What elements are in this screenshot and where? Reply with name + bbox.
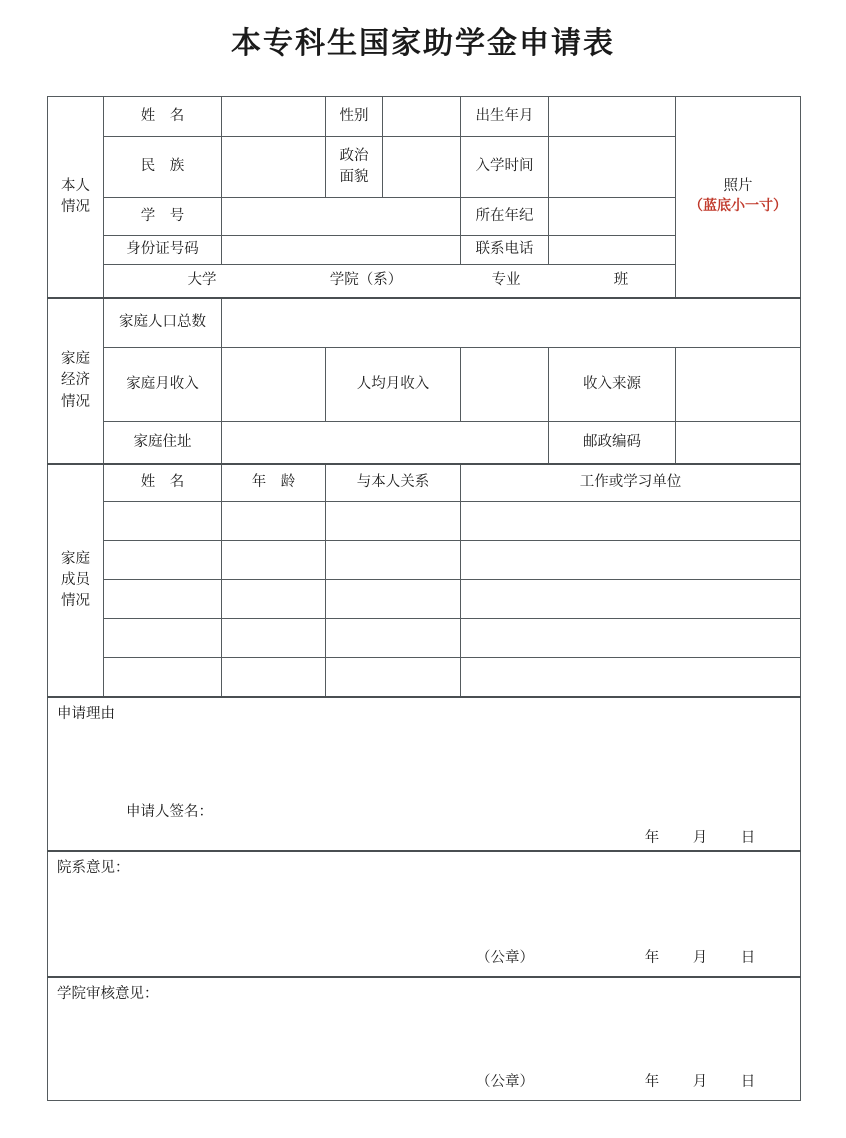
field-grade[interactable] [549,198,676,236]
college-seal-label: （公章） [476,1074,534,1090]
application-reason-label: 申请理由 [57,706,115,722]
application-reason-cell[interactable] [48,697,801,851]
date-day: 日 [740,830,756,846]
table-row [48,851,801,977]
cell-member-workplace[interactable] [461,541,801,580]
table-row [48,541,801,580]
table-row [48,658,801,698]
date-day: 日 [740,950,756,966]
section-label-personal [48,97,104,299]
label-ethnicity: 民 族 [104,137,222,198]
label-name: 姓 名 [104,97,222,137]
cell-member-age[interactable] [222,541,326,580]
photo-cell[interactable] [676,97,801,299]
field-per-capita-income[interactable] [461,348,549,422]
section-label-line: 本人 [61,177,90,194]
department-date-line [628,948,772,969]
label-id-card: 身份证号码 [104,236,222,265]
section-label-line: 家庭 [61,351,90,368]
cell-member-name[interactable] [104,619,222,658]
field-gender[interactable] [383,97,461,137]
field-household-size[interactable] [222,298,801,348]
cell-member-relation[interactable] [326,619,461,658]
department-opinion-cell[interactable] [48,851,801,977]
cell-member-relation[interactable] [326,658,461,698]
section-label-line: 情况 [61,393,90,410]
cell-member-workplace[interactable] [461,658,801,698]
education-major: 专业 [491,272,521,289]
cell-member-relation[interactable] [326,541,461,580]
field-name[interactable] [222,97,326,137]
photo-note: （蓝底小一寸） [689,199,787,215]
header-member-relation: 与本人关系 [326,464,461,502]
label-enroll-time: 入学时间 [461,137,549,198]
field-phone[interactable] [549,236,676,265]
label-line: 政治 [339,147,369,164]
date-year: 年 [644,1074,660,1090]
section-label-line: 成员 [61,571,90,588]
header-member-age: 年 龄 [222,464,326,502]
section-label-line: 情况 [61,593,90,609]
date-year: 年 [644,830,660,846]
cell-member-relation[interactable] [326,580,461,619]
date-year: 年 [644,950,660,966]
label-political-status [326,137,383,198]
field-birth[interactable] [549,97,676,137]
section-label-line: 情况 [61,199,90,215]
grant-application-table [47,96,801,1101]
education-line[interactable] [104,265,676,299]
cell-member-workplace[interactable] [461,580,801,619]
table-row [48,97,801,137]
date-month: 月 [692,950,708,966]
cell-member-name[interactable] [104,502,222,541]
table-row [48,977,801,1101]
applicant-signature-label: 申请人签名： [126,804,213,820]
department-opinion-label: 院系意见： [57,860,130,876]
field-enroll-time[interactable] [549,137,676,198]
education-college: 学院（系） [329,272,403,289]
department-seal-label: （公章） [476,950,534,966]
field-ethnicity[interactable] [222,137,326,198]
label-grade: 所在年纪 [461,198,549,236]
header-member-name: 姓 名 [104,464,222,502]
date-month: 月 [692,1074,708,1090]
table-row [48,464,801,502]
header-member-workplace: 工作或学习单位 [461,464,801,502]
table-row [48,422,801,465]
cell-member-workplace[interactable] [461,502,801,541]
section-label-economy [48,298,104,464]
section-label-family-members [48,464,104,697]
field-monthly-income[interactable] [222,348,326,422]
education-university: 大学 [187,272,217,289]
date-day: 日 [740,1074,756,1090]
cell-member-name[interactable] [104,658,222,698]
photo-label: 照片 [723,178,753,195]
label-postcode: 邮政编码 [549,422,676,465]
page-title: 本专科生国家助学金申请表 [231,27,615,60]
section-label-line: 经济 [61,372,90,389]
cell-member-name[interactable] [104,580,222,619]
label-income-source: 收入来源 [549,348,676,422]
application-date-line [628,828,772,849]
table-row [48,697,801,851]
cell-member-workplace[interactable] [461,619,801,658]
label-line: 面貌 [339,169,369,185]
table-row [48,348,801,422]
field-id-card[interactable] [222,236,461,265]
table-row [48,298,801,348]
education-class: 班 [613,272,629,289]
label-student-id: 学 号 [104,198,222,236]
label-gender: 性别 [326,97,383,137]
section-label-line: 家庭 [61,550,90,567]
college-review-label: 学院审核意见： [57,986,159,1002]
label-phone: 联系电话 [461,236,549,265]
field-student-id[interactable] [222,198,461,236]
label-birth: 出生年月 [461,97,549,137]
table-row [48,502,801,541]
cell-member-relation[interactable] [326,502,461,541]
label-monthly-income: 家庭月收入 [104,348,222,422]
field-political-status[interactable] [383,137,461,198]
college-date-line [628,1072,772,1093]
table-row [48,580,801,619]
cell-member-age[interactable] [222,658,326,698]
label-household-size: 家庭人口总数 [104,298,222,348]
table-row [48,619,801,658]
cell-member-name[interactable] [104,541,222,580]
label-home-address: 家庭住址 [104,422,222,465]
field-income-source[interactable] [676,348,801,422]
field-postcode[interactable] [676,422,801,465]
cell-member-age[interactable] [222,502,326,541]
college-review-cell[interactable] [48,977,801,1101]
cell-member-age[interactable] [222,619,326,658]
date-month: 月 [692,830,708,846]
label-per-capita-income: 人均月收入 [326,348,461,422]
cell-member-age[interactable] [222,580,326,619]
field-home-address[interactable] [222,422,549,465]
